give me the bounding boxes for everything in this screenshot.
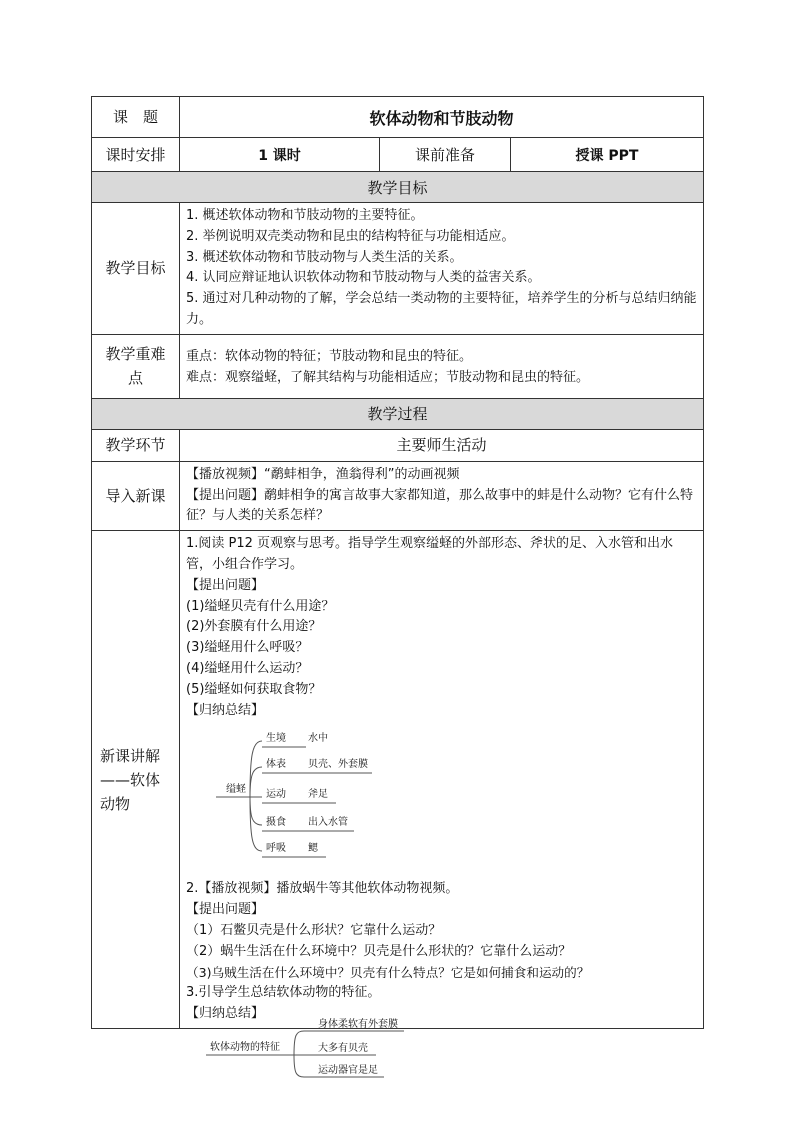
mollusk-features-mind-map bbox=[200, 1015, 420, 1080]
lesson-p1: 1.阅读 P12 页观察与思考。指导学生观察缢蛏的外部形态、斧状的足、入水管和出水管，小组合作学习。 bbox=[186, 536, 674, 572]
question-item: (5)缢蛏如何获取食物？ bbox=[186, 681, 322, 697]
lesson-p3: 3.引导学生总结软体动物的特征。 bbox=[186, 985, 381, 1001]
topic-title: 软体动物和节肢动物 bbox=[180, 97, 704, 138]
keypoint-difficult: 难点：观察缢蛏，了解其结构与功能相适应；节肢动物和昆虫的特征。 bbox=[186, 369, 590, 385]
question-heading: 【提出问题】 bbox=[186, 902, 265, 918]
question-item: (3)缢蛏用什么呼吸？ bbox=[186, 640, 309, 656]
mind-map-key: 呼吸 bbox=[266, 843, 286, 855]
goals-list bbox=[180, 203, 704, 335]
question-item: (4)缢蛏用什么运动？ bbox=[186, 660, 309, 676]
mind-map-key: 生境 bbox=[266, 733, 286, 745]
goals-label: 教学目标 bbox=[92, 203, 180, 335]
lesson-label: 新课讲解——软体动物 bbox=[92, 531, 180, 1029]
schedule-label: 课时安排 bbox=[92, 138, 180, 172]
mind-map-value: 出入水管 bbox=[308, 817, 348, 829]
summary-heading: 【归纳总结】 bbox=[186, 1006, 265, 1022]
schedule-value: 1 课时 bbox=[180, 138, 380, 172]
mind-map-value: 鳃 bbox=[308, 843, 318, 855]
prep-label: 课前准备 bbox=[380, 138, 511, 172]
goal-item: 4. 认同应辩证地认识软体动物和节肢动物与人类的益害关系。 bbox=[186, 270, 541, 286]
mind-map-key: 体表 bbox=[266, 759, 286, 771]
summary-heading: 【归纳总结】 bbox=[186, 702, 265, 718]
goal-item: 5. 通过对几种动物的了解，学会总结一类动物的主要特征，培养学生的分析与总结归纳能力。 bbox=[186, 291, 697, 327]
keypoints-text bbox=[180, 334, 704, 398]
mind-map-value: 身体柔软有外套膜 bbox=[318, 1019, 398, 1030]
stage-header: 教学环节 bbox=[92, 429, 180, 461]
goal-item: 1. 概述软体动物和节肢动物的主要特征。 bbox=[186, 208, 424, 223]
intro-text bbox=[180, 461, 704, 530]
goal-item: 2. 举例说明双壳类动物和昆虫的结构特征与功能相适应。 bbox=[186, 228, 515, 244]
question-heading: 【提出问题】 bbox=[186, 577, 265, 593]
goal-item: 3. 概述软体动物和节肢动物与人类生活的关系。 bbox=[186, 249, 463, 265]
lesson-plan-table bbox=[91, 96, 704, 1029]
topic-label: 课 题 bbox=[92, 97, 180, 138]
razor-clam-mind-map bbox=[186, 727, 697, 859]
mind-map-root: 软体动物的特征 bbox=[210, 1042, 280, 1053]
prep-value: 授课 PPT bbox=[511, 138, 704, 172]
mind-map-value: 大多有贝壳 bbox=[318, 1043, 368, 1054]
keypoints-label: 教学重难点 bbox=[92, 334, 180, 398]
lesson-p2: 2.【播放视频】播放蜗牛等其他软体动物视频。 bbox=[186, 881, 459, 897]
mind-map-value: 斧足 bbox=[308, 789, 328, 801]
mind-map-value: 贝壳、外套膜 bbox=[308, 759, 368, 771]
question-item: （1）石鳖贝壳是什么形状？它靠什么运动？ bbox=[186, 922, 442, 938]
intro-label: 导入新课 bbox=[92, 461, 180, 530]
activity-header: 主要师生活动 bbox=[180, 429, 704, 461]
goals-band: 教学目标 bbox=[92, 172, 704, 203]
question-item: （2）蜗牛生活在什么环境中？贝壳是什么形状的？它靠什么运动？ bbox=[186, 943, 572, 959]
mind-map-root: 缢蛏 bbox=[226, 784, 246, 796]
process-band: 教学过程 bbox=[92, 398, 704, 429]
lesson-body bbox=[180, 531, 704, 1029]
intro-line: 【播放视频】“鹬蚌相争，渔翁得利”的动画视频 bbox=[186, 466, 460, 482]
question-item: (2)外套膜有什么用途？ bbox=[186, 619, 322, 635]
mind-map-lines bbox=[186, 727, 386, 859]
mind-map-value: 水中 bbox=[308, 733, 328, 745]
question-item: （3)乌贼生活在什么环境中？贝壳有什么特点？它是如何捕食和运动的？ bbox=[186, 964, 590, 980]
mind-map-key: 运动 bbox=[266, 789, 286, 801]
intro-line: 【提出问题】鹬蚌相争的寓言故事大家都知道，那么故事中的蚌是什么动物？它有什么特征？与人类的关系怎样？ bbox=[186, 487, 694, 524]
question-item: (1)缢蛏贝壳有什么用途？ bbox=[186, 598, 335, 614]
mind-map-key: 摄食 bbox=[266, 817, 286, 829]
mind-map-value: 运动器官是足 bbox=[318, 1065, 378, 1076]
keypoint-key: 重点：软体动物的特征；节肢动物和昆虫的特征。 bbox=[186, 348, 473, 364]
